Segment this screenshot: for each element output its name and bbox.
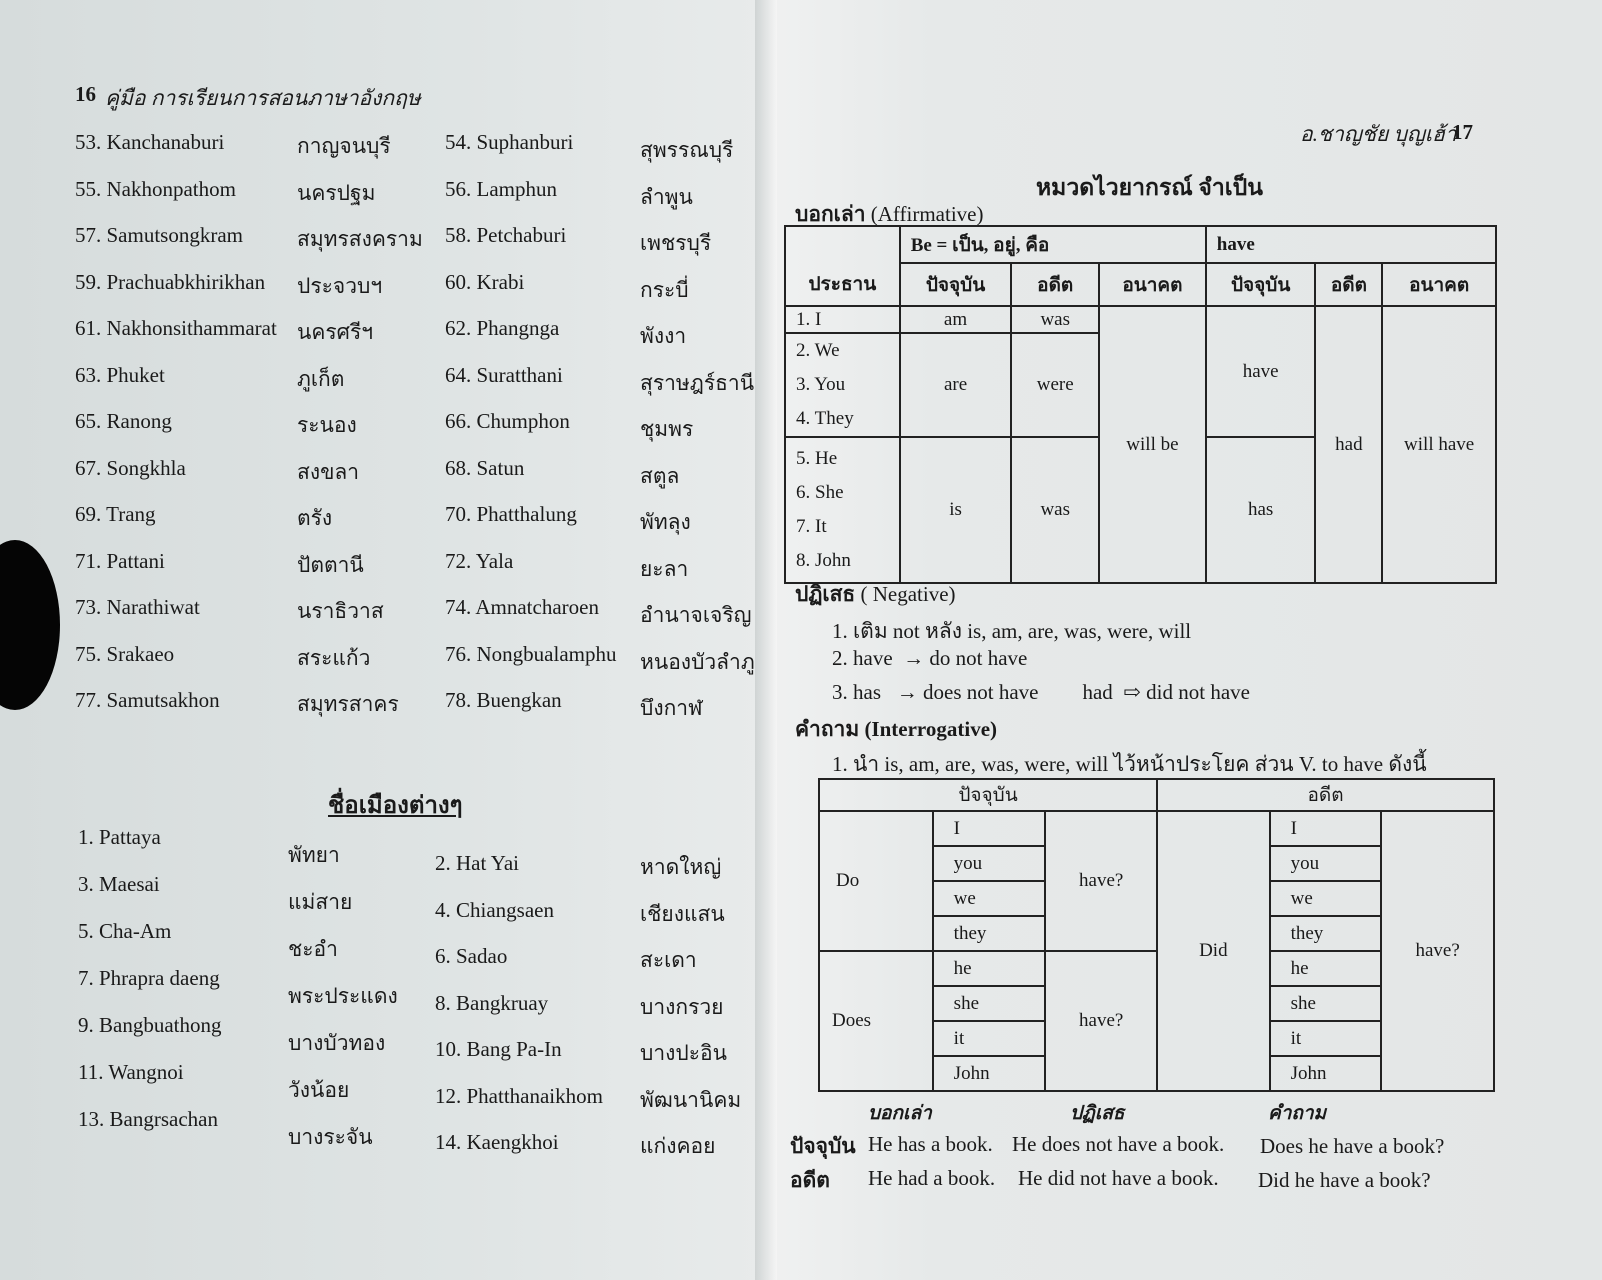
province-english: 53. Kanchanaburi xyxy=(75,130,225,154)
pronoun-present: you xyxy=(933,846,1046,881)
city-thai: แก่งคอย xyxy=(640,1134,716,1158)
city-english: 13. Bangrsachan xyxy=(78,1107,218,1131)
province-thai: นราธิวาส xyxy=(297,599,384,623)
province-english: 68. Satun xyxy=(445,455,525,480)
province-english: 56. Lamphun xyxy=(445,176,557,201)
running-title: คู่มือ การเรียนการสอนภาษาอังกฤษ xyxy=(105,86,421,110)
example-past-question: Did he have a book? xyxy=(1258,1168,1431,1192)
have-past-header: อดีต xyxy=(1315,263,1382,306)
city-thai: พัทยา xyxy=(288,843,340,867)
be-past-header: อดีต xyxy=(1011,263,1099,306)
have-present-header: ปัจจุบัน xyxy=(1206,263,1316,306)
province-thai: ชุมพร xyxy=(640,417,694,441)
subject-it: 7. It xyxy=(796,516,827,537)
city-english: 8. Bangkruay xyxy=(435,990,549,1015)
province-thai: พัทลุง xyxy=(640,510,691,534)
province-thai: ภูเก็ต xyxy=(297,366,345,391)
province-english: 69. Trang xyxy=(75,502,156,526)
pronoun-present: John xyxy=(933,1056,1046,1091)
subject-you: 3. You xyxy=(796,374,846,395)
have-future-header: อนาคต xyxy=(1382,263,1496,306)
cell-am: am xyxy=(900,306,1012,333)
city-english: 7. Phrapra daeng xyxy=(78,966,220,990)
province-thai: พังงา xyxy=(640,324,687,348)
cell-was-2: was xyxy=(1011,437,1099,583)
negative-en: ( Negative) xyxy=(860,582,956,606)
province-english: 70. Phatthalung xyxy=(445,502,577,526)
pronoun-present: he xyxy=(933,951,1046,986)
pronoun-past: they xyxy=(1270,916,1382,951)
province-thai: ตรัง xyxy=(297,506,333,530)
city-english: 10. Bang Pa-In xyxy=(435,1037,562,1061)
province-thai: สตูล xyxy=(640,463,680,488)
province-english: 62. Phangnga xyxy=(445,316,560,340)
province-thai: สมุทรสาคร xyxy=(297,692,399,716)
city-thai: หาดใหญ่ xyxy=(640,855,722,879)
province-english: 65. Ranong xyxy=(75,409,172,433)
city-thai: เชียงแสน xyxy=(640,901,725,926)
city-thai: พัฒนานิคม xyxy=(640,1087,742,1112)
cell-is: is xyxy=(900,437,1012,583)
example-present-affirmative: He has a book. xyxy=(868,1132,993,1156)
pronoun-past: he xyxy=(1270,951,1382,986)
pronoun-past: we xyxy=(1270,881,1382,916)
province-thai: เพชรบุรี xyxy=(640,231,712,255)
be-future-header: อนาคต xyxy=(1099,263,1206,306)
province-thai: นครศรีฯ xyxy=(297,320,374,344)
province-english: 59. Prachuabkhirikhan xyxy=(75,269,266,294)
province-thai: สมุทรสงคราม xyxy=(297,227,423,251)
cell-will-be: will be xyxy=(1099,306,1206,583)
negative-rule-2: 2. have xyxy=(832,646,893,670)
be-header: Be = เป็น, อยู่, คือ xyxy=(900,226,1206,263)
province-english: 73. Narathiwat xyxy=(75,595,200,619)
cell-had: had xyxy=(1315,306,1382,583)
negative-label: ปฏิเสธ xyxy=(795,582,856,606)
cell-are: are xyxy=(900,333,1012,437)
be-present-header: ปัจจุบัน xyxy=(900,263,1012,306)
province-english: 74. Amnatcharoen xyxy=(445,595,599,619)
province-english: 66. Chumphon xyxy=(445,409,570,433)
city-thai: พระประแดง xyxy=(288,984,398,1008)
subject-she: 6. She xyxy=(796,482,844,503)
city-thai: สะเดา xyxy=(640,948,697,972)
province-english: 71. Pattani xyxy=(75,548,165,573)
caption-affirmative: บอกเล่า xyxy=(868,1103,932,1124)
province-thai: ยะลา xyxy=(640,556,689,581)
pronoun-present: we xyxy=(933,881,1046,916)
province-english: 67. Songkhla xyxy=(75,455,186,480)
example-past-negative: He did not have a book. xyxy=(1018,1166,1219,1190)
subject-john: 8. John xyxy=(796,550,851,571)
negative-rule-1: 1. เติม not หลัง is, am, are, was, were, will xyxy=(832,619,1192,643)
city-english: 12. Phatthanaikhom xyxy=(435,1083,603,1108)
example-present-question: Does he have a book? xyxy=(1260,1134,1445,1158)
affirmative-label: บอกเล่า xyxy=(795,202,866,226)
province-english: 58. Petchaburi xyxy=(445,223,567,247)
negative-rule-had-result: did not have xyxy=(1146,680,1250,704)
province-thai: ระนอง xyxy=(297,413,357,437)
example-past-affirmative: He had a book. xyxy=(868,1166,996,1190)
hollow-arrow-icon: ⇨ xyxy=(1118,680,1147,704)
cell-will-have: will have xyxy=(1382,306,1496,583)
page-number-right: 17 xyxy=(1452,120,1473,144)
province-english: 78. Buengkan xyxy=(445,688,562,712)
province-english: 54. Suphanburi xyxy=(445,130,574,154)
chapter-title: หมวดไวยากรณ์ จำเป็น xyxy=(1036,175,1263,200)
city-thai: วังน้อย xyxy=(288,1078,350,1102)
province-english: 77. Samutsakhon xyxy=(75,688,220,712)
interrogative-rule-1: 1. นำ is, am, are, was, were, will ไว้หน้าประโยค ส่วน V. to have ดังนี้ xyxy=(832,752,1427,776)
example-present-negative: He does not have a book. xyxy=(1012,1132,1225,1156)
cell-have: have xyxy=(1206,306,1316,437)
interrogative-label: คำถาม (Interrogative) xyxy=(795,717,998,741)
negative-rule-2-result: do not have xyxy=(929,646,1028,670)
did-cell: Did xyxy=(1157,811,1270,1091)
pronoun-past: John xyxy=(1270,1056,1382,1091)
arrow-right-icon: → xyxy=(886,680,923,704)
cell-has: has xyxy=(1206,437,1316,583)
affirmative-table xyxy=(784,225,1497,584)
city-thai: บางกรวย xyxy=(640,994,724,1019)
pronoun-present: they xyxy=(933,916,1046,951)
province-thai: ลำพูน xyxy=(640,184,693,209)
province-english: 57. Samutsongkram xyxy=(75,223,243,247)
subject-i: 1. I xyxy=(785,306,900,333)
do-cell: Do xyxy=(819,811,933,951)
city-thai: บางระจัน xyxy=(288,1125,373,1149)
province-thai: ประจวบฯ xyxy=(297,273,383,298)
city-thai: ชะอำ xyxy=(288,937,338,961)
pronoun-past: she xyxy=(1270,986,1382,1021)
province-thai: กระบี่ xyxy=(640,277,689,302)
have-question-cell-past: have? xyxy=(1381,811,1494,1091)
subject-he: 5. He xyxy=(796,448,838,469)
province-thai: สงขลา xyxy=(297,459,360,484)
affirmative-en: (Affirmative) xyxy=(870,202,984,226)
city-english: 4. Chiangsaen xyxy=(435,897,554,922)
province-thai: สุราษฎร์ธานี xyxy=(640,370,755,395)
negative-rule-3-result: does not have xyxy=(923,680,1039,704)
cell-was: was xyxy=(1011,306,1099,333)
city-english: 14. Kaengkhoi xyxy=(435,1130,559,1154)
province-thai: หนองบัวลำภู xyxy=(640,649,755,674)
cities-title: ชื่อเมืองต่างๆ xyxy=(328,793,463,819)
arrow-right-icon: → xyxy=(897,646,930,670)
city-english: 2. Hat Yai xyxy=(435,851,520,875)
city-english: 3. Maesai xyxy=(78,872,160,896)
province-english: 64. Suratthani xyxy=(445,362,563,387)
past-header: อดีต xyxy=(1157,779,1494,811)
pronoun-past: you xyxy=(1270,846,1382,881)
city-english: 1. Pattaya xyxy=(78,825,161,849)
does-cell: Does xyxy=(819,951,933,1091)
subject-we: 2. We xyxy=(796,340,840,361)
city-english: 5. Cha-Am xyxy=(78,919,172,943)
province-english: 72. Yala xyxy=(445,548,514,573)
province-thai: อำนาจเจริญ xyxy=(640,603,752,627)
negative-rule-had: had xyxy=(1082,680,1113,704)
province-english: 75. Srakaeo xyxy=(75,641,175,666)
pronoun-present: it xyxy=(933,1021,1046,1056)
province-english: 60. Krabi xyxy=(445,269,525,294)
example-past-label: อดีต xyxy=(790,1168,830,1192)
province-english: 61. Nakhonsithammarat xyxy=(75,316,277,340)
city-english: 9. Bangbuathong xyxy=(78,1013,222,1037)
page-number-left: 16 xyxy=(75,82,96,106)
caption-question: คำถาม xyxy=(1268,1103,1327,1124)
city-english: 6. Sadao xyxy=(435,944,508,968)
province-english: 55. Nakhonpathom xyxy=(75,176,236,201)
pronoun-present: I xyxy=(933,811,1046,846)
pronoun-present: she xyxy=(933,986,1046,1021)
author: อ.ชาญชัย บุญเฮ้า xyxy=(1300,122,1457,146)
have-question-cell: have? xyxy=(1045,811,1157,951)
province-thai: สุพรรณบุรี xyxy=(640,138,734,162)
province-thai: กาญจนบุรี xyxy=(297,134,391,158)
subject-they: 4. They xyxy=(796,408,854,429)
city-thai: บางปะอิน xyxy=(640,1041,727,1065)
have-question-cell: have? xyxy=(1045,951,1157,1091)
caption-negative: ปฏิเสธ xyxy=(1070,1103,1125,1124)
province-thai: ปัตตานี xyxy=(297,552,364,577)
negative-rule-3: 3. has xyxy=(832,680,881,704)
interrogative-table xyxy=(818,778,1495,1092)
province-thai: บึงกาฬ xyxy=(640,696,703,720)
province-thai: นครปฐม xyxy=(297,180,376,205)
book-gutter xyxy=(755,0,777,1280)
province-thai: สระแก้ว xyxy=(297,645,371,670)
cell-were: were xyxy=(1011,333,1099,437)
province-english: 63. Phuket xyxy=(75,362,165,387)
city-thai: บางบัวทอง xyxy=(288,1031,386,1055)
pronoun-past: it xyxy=(1270,1021,1382,1056)
example-present-label: ปัจจุบัน xyxy=(790,1134,856,1158)
province-english: 76. Nongbualamphu xyxy=(445,641,617,666)
pronoun-past: I xyxy=(1270,811,1382,846)
city-thai: แม่สาย xyxy=(288,890,353,914)
city-english: 11. Wangnoi xyxy=(78,1060,184,1084)
have-header: have xyxy=(1206,226,1496,263)
present-header: ปัจจุบัน xyxy=(819,779,1157,811)
subject-header: ประธาน xyxy=(785,226,900,306)
